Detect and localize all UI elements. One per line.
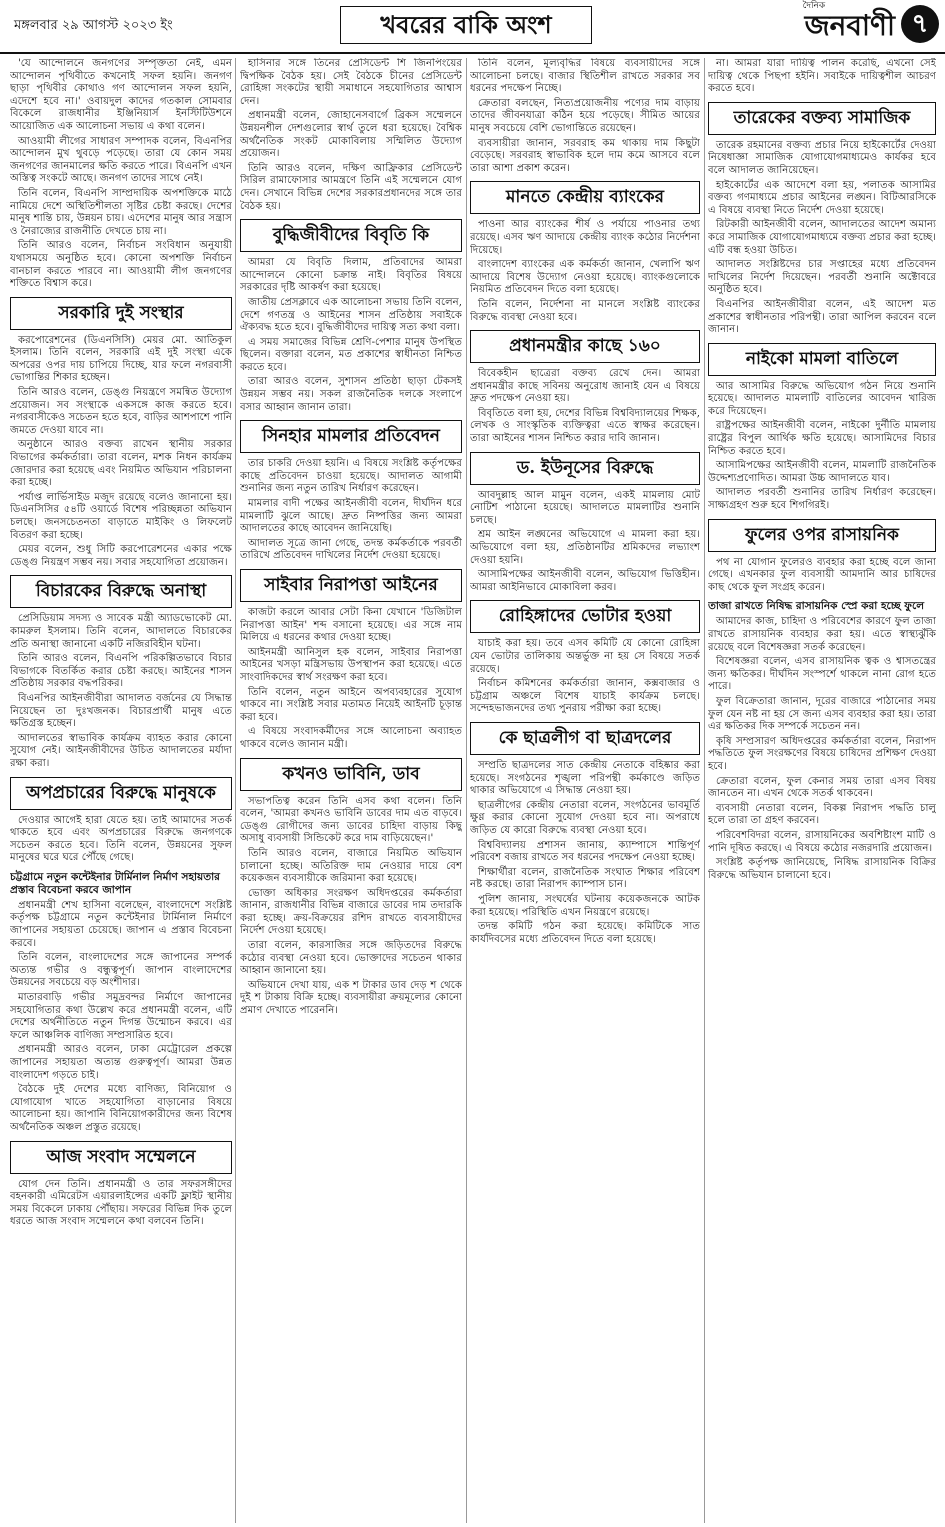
article-headline: ফুলের ওপর রাসায়নিক bbox=[708, 519, 936, 552]
article-paragraph: এ সময় সমাজের বিভিন্ন শ্রেণি-পেশার মানুষ উপস্থিত ছিলেন। বক্তারা বলেন, মত প্রকাশের স্বাধীনতা নিশ্চিত করতে হবে। bbox=[240, 336, 462, 373]
article-headline: তারেকের বক্তব্য সামাজিক bbox=[708, 102, 936, 135]
article bbox=[708, 600, 936, 882]
article-paragraph: ক্রেতারা বলছেন, নিত্যপ্রয়োজনীয় পণ্যের দাম বাড়ায় তাদের জীবনযাত্রা কঠিন হয়ে পড়েছে। সীমিত আয়ের মানুষ সবচেয়ে বেশি ভোগান্তিতে রয়েছেন। bbox=[470, 97, 700, 134]
article-paragraph: বাংলাদেশ ব্যাংকের এক কর্মকর্তা জানান, খেলাপি ঋণ আদায়ে বিশেষ উদ্যোগ নেওয়া হয়েছে। ব্যাংকগুলোকে নিয়মিত প্রতিবেদন দিতে বলা হয়েছে। bbox=[470, 259, 700, 296]
article-paragraph: ব্যবসায়ী নেতারা বলেন, বিকল্প নিরাপদ পদ্ধতি চালু হলে তারা তা গ্রহণ করবেন। bbox=[708, 802, 936, 827]
article-headline: কে ছাত্রলীগ বা ছাত্রদলের bbox=[470, 722, 700, 755]
article-paragraph: বিবৃতিতে বলা হয়, দেশের বিভিন্ন বিশ্ববিদ্যালয়ের শিক্ষক, লেখক ও সাংস্কৃতিক ব্যক্তিত্বরা এতে স্বাক্ষর করেছেন। তারা আইনের শাসন নিশ্চিত করার দাবি জানান। bbox=[470, 407, 700, 445]
column-rule bbox=[704, 58, 705, 1523]
article bbox=[708, 519, 936, 595]
article bbox=[470, 600, 700, 716]
article-paragraph: তিনি আরও বলেন, বিএনপি পরিকল্পিতভাবে বিচার বিভাগকে বিতর্কিত করার চেষ্টা করছে। আইনের শাসন প্রতিষ্ঠায় সরকার বদ্ধপরিকর। bbox=[10, 653, 232, 690]
article bbox=[708, 58, 936, 96]
article bbox=[240, 758, 462, 1018]
article-paragraph: পর্যাপ্ত লার্ভিসাইড মজুদ রয়েছে বলেও জানানো হয়। ডিএনসিসির ৫৪টি ওয়ার্ডে বিশেষ পরিচ্ছন্নতা অভিযান চলছে। জনসচেতনতা বাড়াতে মাইকিং ও লিফলেট বিতরণ করা হচ্ছে। bbox=[10, 491, 232, 541]
article bbox=[470, 722, 700, 946]
section-title: খবরের বাকি অংশ bbox=[340, 6, 592, 44]
article-paragraph: তিনি বলেন, নতুন আইনে অপব্যবহারের সুযোগ থাকবে না। সংশ্লিষ্ট সবার মতামত নিয়েই আইনটি চূড়ান্ত করা হবে। bbox=[240, 686, 462, 723]
article bbox=[240, 219, 462, 414]
article-paragraph: আমরা যে বিবৃতি দিলাম, প্রতিবাদের আমরা আন্দোলনে কোনো চক্রান্ত নাই। বিবৃতির বিষয়ে সরকারের দৃষ্টি আকর্ষণ করা হয়েছে। bbox=[240, 257, 462, 294]
column-rule bbox=[466, 58, 467, 1523]
article bbox=[10, 1141, 232, 1229]
article bbox=[10, 297, 232, 570]
article-paragraph: বিবেকহীন ছাত্রেরা বক্তব্য রেখে দেন। আমরা প্রধানমন্ত্রীর কাছে সবিনয় অনুরোধ জানাই যেন এ বিষয়ে দ্রুত পদক্ষেপ নেওয়া হয়। bbox=[470, 368, 700, 405]
brand-logo bbox=[802, 1, 895, 51]
article-paragraph: ক্রেতারা বলেন, ফুল কেনার সময় তারা এসব বিষয় জানতেন না। এখন থেকে সতর্ক থাকবেন। bbox=[708, 775, 936, 800]
article-headline: রোহিঙ্গাদের ভোটার হওয়া bbox=[470, 600, 700, 633]
article bbox=[708, 102, 936, 337]
article-paragraph: আমাদের কাজ, চাহিদা ও পরিবেশের কারণে ফুল তাজা রাখতে রাসায়নিক ব্যবহার করা হয়। এতে স্বাস্থ্যঝুঁকি রয়েছে বলে বিশেষজ্ঞরা সতর্ক করেছেন। bbox=[708, 616, 936, 653]
article-paragraph: হাইকোর্টের এক আদেশে বলা হয়, পলাতক আসামির বক্তব্য গণমাধ্যমে প্রচার আইনের লঙ্ঘন। বিটিআরসিকে এ বিষয়ে ব্যবস্থা নিতে নির্দেশ দেওয়া হয়েছে। bbox=[708, 179, 936, 216]
article-headline: বিচারকের বিরুদ্ধে অনাস্থা bbox=[10, 575, 232, 608]
page-number: ৭ bbox=[901, 5, 939, 43]
article bbox=[470, 181, 700, 324]
article-headline: মানতে কেন্দ্রীয় ব্যাংকের bbox=[470, 181, 700, 214]
article-headline: ড. ইউনূসের বিরুদ্ধে bbox=[470, 452, 700, 485]
article-paragraph: না। আমরা যারা দায়িত্ব পালন করেছি, এখনো সেই দায়িত্ব থেকে পিছপা হইনি। সবাইকে দায়িত্বশীল আচরণ করতে হবে। bbox=[708, 58, 936, 95]
article-paragraph: তিনি আরও বলেন, নির্বাচন সংবিধান অনুযায়ী যথাসময়ে অনুষ্ঠিত হবে। কোনো অপশক্তি নির্বাচন বানচাল করতে পারবে না। আওয়ামী লীগ জনগণের শক্তিতে বিশ্বাস করে। bbox=[10, 240, 232, 290]
article-headline: প্রধানমন্ত্রীর কাছে ১৬০ bbox=[470, 330, 700, 363]
article bbox=[470, 58, 700, 175]
article-paragraph: তিনি আরও বলেন, ডেঙ্গু নিয়ন্ত্রণে সমন্বিত উদ্যোগ প্রয়োজন। সব সংস্থাকে একসঙ্গে কাজ করতে হবে। নগরবাসীকেও সচেতন হতে হবে, বাড়ির আশপাশে পানি জমতে দেওয়া যাবে না। bbox=[10, 387, 232, 436]
article-paragraph: অনুষ্ঠানে আরও বক্তব্য রাখেন স্থানীয় সরকার বিভাগের কর্মকর্তারা। তারা বলেন, মশক নিধন কার্যক্রম জোরদার করা হয়েছে এবং নিয়মিত অভিযান পরিচালনা করা হচ্ছে। bbox=[10, 439, 232, 489]
article-paragraph: রিটকারী আইনজীবী বলেন, আদালতের আদেশ অমান্য করে সামাজিক যোগাযোগমাধ্যমে বক্তব্য প্রচার করা হচ্ছে। এটি বন্ধ হওয়া উচিত। bbox=[708, 219, 936, 256]
article-headline: সাইবার নিরাপত্তা আইনের bbox=[240, 569, 462, 602]
article-paragraph: 'যে আন্দোলনে জনগণের সম্পৃক্ততা নেই, এমন আন্দোলন পৃথিবীতে কখনোই সফল হয়নি। জনগণ ছাড়া পৃথিবীর কোথাও গণ আন্দোলন সফল হয়নি, এদেশে হবে না।' ওবায়দুল কাদের গতকাল সোমবার বিকেলে রাজধানীর ইঞ্জিনিয়ার্স ইনস্টিটিউশনে আয়োজিত এক আলোচনা সভায় এ কথা বলেন। bbox=[10, 58, 232, 132]
article-subheadline: চট্টগ্রামে নতুন কন্টেইনার টার্মিনাল নির্মাণ সহায়তার প্রস্তাব বিবেচনা করবে জাপান bbox=[10, 870, 220, 896]
article-paragraph: কাজটা করলে আবার সেটা কিনা যেখানে 'ডিজিটাল নিরাপত্তা আইন' শব্দ বসানো হয়েছে। এর সঙ্গে নাম মিলিয়ে এ ধরনের কথার দেওয়া হচ্ছে। bbox=[240, 607, 462, 644]
article-paragraph: আদালত সূত্রে জানা গেছে, তদন্ত কর্মকর্তাকে পরবর্তী তারিখে প্রতিবেদন দাখিলের নির্দেশ দেওয়া হয়েছে। bbox=[240, 537, 462, 562]
article-paragraph: জাতীয় প্রেসক্লাবে এক আলোচনা সভায় তিনি বলেন, দেশে গণতন্ত্র ও আইনের শাসন প্রতিষ্ঠায় সবাইকে ঐক্যবদ্ধ হতে হবে। বুদ্ধিজীবীদের দায়িত্ব সত্য কথা বলা। bbox=[240, 296, 462, 334]
article-paragraph: আওয়ামী লীগের সাধারণ সম্পাদক বলেন, বিএনপির আন্দোলন মুখ থুবড়ে পড়েছে। তারা যে কোন সময় জনগণের জানমালের ক্ষতি করতে পারে। বিএনপি এখন অস্তিত্ব সংকটে আছে। জনগণ তাদের সাথে নেই। bbox=[10, 135, 232, 185]
article-paragraph: তিনি বলেন, বিএনপি সাম্প্রদায়িক অপশক্তিকে মাঠে নামিয়ে দেশে অস্থিতিশীলতা সৃষ্টির চেষ্টা করছে। দেশের মানুষ শান্তি চায়, উন্নয়ন চায়। এদেশের মানুষ আর সন্ত্রাস ও নৈরাজ্যের রাজনীতি দেখতে চায় না। bbox=[10, 187, 232, 237]
article-paragraph: তার চাকরি দেওয়া হয়নি। এ বিষয়ে সংশ্লিষ্ট কর্তৃপক্ষের কাছে প্রতিবেদন চাওয়া হয়েছে। আদালত আগামী শুনানির জন্য নতুন তারিখ নির্ধারণ করেছেন। bbox=[240, 458, 462, 495]
article bbox=[10, 871, 232, 1135]
article-paragraph: আসামিপক্ষের আইনজীবী বলেন, অভিযোগ ভিত্তিহীন। আমরা আইনিভাবে মোকাবিলা করব। bbox=[470, 569, 700, 593]
article-paragraph: আইনমন্ত্রী আনিসুল হক বলেন, সাইবার নিরাপত্তা আইনের খসড়া মন্ত্রিসভায় উপস্থাপন করা হয়েছে। এতে সাংবাদিকদের স্বার্থ সংরক্ষণ করা হবে। bbox=[240, 646, 462, 683]
article-headline: আজ সংবাদ সম্মেলনে bbox=[10, 1141, 232, 1174]
article-paragraph: বিএনপির আইনজীবীরা আদালত বর্জনের যে সিদ্ধান্ত নিয়েছেন তা দুঃখজনক। বিচারপ্রার্থী মানুষ এতে ক্ষতিগ্রস্ত হচ্ছেন। bbox=[10, 692, 232, 730]
article-paragraph: তারা আরও বলেন, সুশাসন প্রতিষ্ঠা ছাড়া টেকসই উন্নয়ন সম্ভব নয়। সকল রাজনৈতিক দলকে সংলাপে বসার আহ্বান জানান তারা। bbox=[240, 376, 462, 413]
article-paragraph: প্রধানমন্ত্রী শেখ হাসিনা বলেছেন, বাংলাদেশে সংশ্লিষ্ট কর্তৃপক্ষ চট্টগ্রামে নতুন কন্টেইনার টার্মিনাল নির্মাণে জাপানের সহায়তা চেয়েছে। জাপান এ প্রস্তাব বিবেচনা করবে। bbox=[10, 899, 232, 949]
article-subheadline: তাজা রাখতে নিষিদ্ধ রাসায়নিক স্প্রে করা হচ্ছে ফুলে bbox=[708, 600, 925, 613]
brand-small: দৈনিক bbox=[802, 1, 826, 11]
article-paragraph: এ বিষয়ে সংবাদকর্মীদের সঙ্গে আলোচনা অব্যাহত থাকবে বলেও জানান মন্ত্রী। bbox=[240, 726, 462, 750]
column-2 bbox=[240, 58, 462, 1523]
article-paragraph: যোগ দেন তিনি। প্রধানমন্ত্রী ও তার সফরসঙ্গীদের বহনকারী এমিরেটস এয়ারলাইন্সের একটি ফ্লাইট স্থানীয় সময় বিকেলে ঢাকায় পৌঁছায়। সফরের বিভিন্ন দিক তুলে ধরতে আজ সংবাদ সম্মেলনে কথা বলবেন তিনি। bbox=[10, 1178, 232, 1228]
article bbox=[10, 777, 232, 865]
article bbox=[470, 330, 700, 446]
article-paragraph: কৃষি সম্প্রসারণ অধিদপ্তরের কর্মকর্তারা বলেন, নিরাপদ পদ্ধতিতে ফুল সংরক্ষণের বিষয়ে চাষিদের প্রশিক্ষণ দেওয়া হবে। bbox=[708, 735, 936, 772]
article-paragraph: তারা বলেন, কারসাজির সঙ্গে জড়িতদের বিরুদ্ধে কঠোর ব্যবস্থা নেওয়া হবে। ভোক্তাদের সচেতন থাকার আহ্বান জানানো হয়। bbox=[240, 940, 462, 977]
article-paragraph: বিশেষজ্ঞরা বলেন, এসব রাসায়নিক ত্বক ও শ্বাসতন্ত্রের জন্য ক্ষতিকর। দীর্ঘদিন সংস্পর্শে থাকলে নানা রোগ হতে পারে। bbox=[708, 656, 936, 693]
article-paragraph: মাতারবাড়ি গভীর সমুদ্রবন্দর নির্মাণে জাপানের সহযোগিতার কথা উল্লেখ করে প্রধানমন্ত্রী বলেন, এটি দেশের অর্থনীতিতে নতুন দিগন্ত উন্মোচন করবে। এর ফলে আঞ্চলিক বাণিজ্য সম্প্রসারিত হবে। bbox=[10, 992, 232, 1041]
column-4 bbox=[708, 58, 936, 1523]
article-paragraph: আদালত সংশ্লিষ্টদের চার সপ্তাহের মধ্যে প্রতিবেদন দাখিলের নির্দেশ দিয়েছেন। পরবর্তী শুনানি অক্টোবরে অনুষ্ঠিত হবে। bbox=[708, 259, 936, 296]
article-paragraph: আর আসামির বিরুদ্ধে অভিযোগ গঠন নিয়ে শুনানি হয়েছে। আদালত মামলাটি বাতিলের আবেদন খারিজ করে দিয়েছেন। bbox=[708, 380, 936, 417]
article-paragraph: পাওনা আর ব্যাংকের শীর্ষ ও পর্যায়ে পাওনার তথ্য রয়েছে। এসব ঋণ আদায়ে কেন্দ্রীয় ব্যাংক কঠোর নির্দেশনা দিয়েছে। bbox=[470, 219, 700, 256]
article-paragraph: আবদুল্লাহ আল মামুন বলেন, একই মামলায় মোট নোটিশ পাঠানো হয়েছে। আদালতে মামলাটির শুনানি চলছে। bbox=[470, 489, 700, 526]
article-paragraph: মেয়র বলেন, শুধু সিটি করপোরেশনের একার পক্ষে ডেঙ্গু নিয়ন্ত্রণ সম্ভব নয়। সবার সহযোগিতা প্রয়োজন। bbox=[10, 544, 232, 568]
article-paragraph: আসামিপক্ষের আইনজীবী বলেন, মামলাটি রাজনৈতিক উদ্দেশ্যপ্রণোদিত। আমরা উচ্চ আদালতে যাব। bbox=[708, 460, 936, 484]
article-paragraph: শিক্ষার্থীরা বলেন, রাজনৈতিক সংঘাত শিক্ষার পরিবেশ নষ্ট করছে। তারা নিরাপদ ক্যাম্পাস চান। bbox=[470, 866, 700, 891]
article bbox=[240, 420, 462, 563]
article-paragraph: প্রধানমন্ত্রী আরও বলেন, ঢাকা মেট্রোরেল প্রকল্পে জাপানের সহায়তা অত্যন্ত গুরুত্বপূর্ণ। আমরা উন্নত বাংলাদেশ গড়তে চাই। bbox=[10, 1044, 232, 1081]
column-3 bbox=[470, 58, 700, 1523]
article-paragraph: তিনি আরও বলেন, দক্ষিণ আফ্রিকার প্রেসিডেন্ট সিরিল রামাফোসার আমন্ত্রণে তিনি এই সম্মেলনে যোগ দেন। সেখানে বিভিন্ন দেশের সরকারপ্রধানদের সঙ্গে তার বৈঠক হয়। bbox=[240, 162, 462, 212]
article-headline: কখনও ভাবিনি, ডাব bbox=[240, 758, 462, 791]
brand-name: জনবাণী bbox=[804, 9, 895, 42]
article-headline: সরকারি দুই সংস্থার bbox=[10, 297, 232, 330]
article bbox=[240, 58, 462, 213]
column-rule bbox=[235, 58, 236, 1523]
article bbox=[10, 58, 232, 291]
article-paragraph: পরিবেশবিদরা বলেন, রাসায়নিকের অবশিষ্টাংশ মাটি ও পানি দূষিত করছে। এ বিষয়ে কঠোর নজরদারি প্রয়োজন। bbox=[708, 829, 936, 854]
article-headline: বুদ্ধিজীবীদের বিবৃতি কি bbox=[240, 219, 462, 252]
article-paragraph: ভোক্তা অধিকার সংরক্ষণ অধিদপ্তরের কর্মকর্তারা জানান, রাজধানীর বিভিন্ন বাজারে ডাবের দাম তদারকি করা হচ্ছে। ক্রয়-বিক্রয়ের রশিদ রাখতে ব্যবসায়ীদের নির্দেশ দেওয়া হয়েছে। bbox=[240, 887, 462, 937]
article-paragraph: দেওয়ার আগেই হারা যেতে হয়। তাই আমাদের সতর্ক থাকতে হবে এবং অপপ্রচারের বিরুদ্ধে জনগণকে সচেতন করতে হবে। তিনি বলেন, উন্নয়নের সুফল মানুষের ঘরে ঘরে পৌঁছে গেছে। bbox=[10, 814, 232, 864]
article-paragraph: বিএনপির আইনজীবীরা বলেন, এই আদেশ মত প্রকাশের স্বাধীনতার পরিপন্থী। তারা আপিল করবেন বলে জানান। bbox=[708, 298, 936, 336]
article-paragraph: নির্বাচন কমিশনের কর্মকর্তারা জানান, কক্সবাজার ও চট্টগ্রাম অঞ্চলে বিশেষ যাচাই কার্যক্রম চলছে। সন্দেহভাজনদের তথ্য পুনরায় পরীক্ষা করা হচ্ছে। bbox=[470, 678, 700, 715]
article-paragraph: তিনি বলেন, মূল্যবৃদ্ধির বিষয়ে ব্যবসায়ীদের সঙ্গে আলোচনা চলছে। বাজার স্থিতিশীল রাখতে সরকার সব ধরনের পদক্ষেপ নিচ্ছে। bbox=[470, 58, 700, 95]
article-paragraph: ব্যবসায়ীরা জানান, সরবরাহ কম থাকায় দাম কিছুটা বেড়েছে। সরবরাহ স্বাভাবিক হলে দাম কমে আসবে বলে তারা আশা প্রকাশ করেন। bbox=[470, 137, 700, 174]
article-paragraph: হাসিনার সঙ্গে তিনের প্রেসিডেন্ট শি জিনপিংয়ের দ্বিপক্ষিক বৈঠক হয়। সেই বৈঠকে চীনের প্রেসিডেন্ট রোহিঙ্গা সংকটের স্থায়ী সমাধানে সহযোগিতার আশ্বাস দেন। bbox=[240, 58, 462, 107]
article-headline: অপপ্রচারের বিরুদ্ধে মানুষকে bbox=[10, 777, 232, 810]
article-paragraph: বৈঠকে দুই দেশের মধ্যে বাণিজ্য, বিনিয়োগ ও যোগাযোগ খাতে সহযোগিতা বাড়ানোর বিষয়ে আলোচনা হয়। জাপানি বিনিয়োগকারীদের জন্য বিশেষ অর্থনৈতিক অঞ্চল প্রস্তুত রয়েছে। bbox=[10, 1084, 232, 1133]
article-paragraph: তদন্ত কমিটি গঠন করা হয়েছে। কমিটিকে সাত কার্যদিবসের মধ্যে প্রতিবেদন দিতে বলা হয়েছে। bbox=[470, 921, 700, 945]
article-paragraph: বিশ্ববিদ্যালয় প্রশাসন জানায়, ক্যাম্পাসে শান্তিপূর্ণ পরিবেশ বজায় রাখতে সব ধরনের পদক্ষেপ নেওয়া হচ্ছে। bbox=[470, 839, 700, 864]
article-paragraph: পথ না যোগান ফুলেরও ব্যবহার করা হচ্ছে বলে জানা গেছে। এখনকার ফুল ব্যবসায়ী আমদানি আর চাষিদের কাছ থেকে ফুল সংগ্রহ করেন। bbox=[708, 556, 936, 593]
article-paragraph: তারেক রহমানের বক্তব্য প্রচার নিয়ে হাইকোর্টের দেওয়া নিষেধাজ্ঞা সামাজিক যোগাযোগমাধ্যমেও কার্যকর হবে বলে আদালত জানিয়েছেন। bbox=[708, 139, 936, 176]
article-paragraph: রাষ্ট্রপক্ষের আইনজীবী বলেন, নাইকো দুর্নীতি মামলায় রাষ্ট্রের বিপুল আর্থিক ক্ষতি হয়েছে। আসামিদের বিচার নিশ্চিত করতে হবে। bbox=[708, 420, 936, 457]
article-paragraph: সংশ্লিষ্ট কর্তৃপক্ষ জানিয়েছে, নিষিদ্ধ রাসায়নিক বিক্রির বিরুদ্ধে অভিযান চালানো হবে। bbox=[708, 857, 936, 881]
column-1 bbox=[10, 58, 232, 1523]
article bbox=[470, 452, 700, 595]
article-paragraph: আদালতের স্বাভাবিক কার্যক্রম ব্যাহত করার কোনো সুযোগ নেই। আইনজীবীদের উচিত আদালতের মর্যাদা রক্ষা করা। bbox=[10, 732, 232, 769]
article-paragraph: করপোরেশনের (ডিএনসিসি) মেয়র মো. আতিকুল ইসলাম। তিনি বলেন, সরকারি এই দুই সংস্থা একে অপরের ওপর দায় চাপিয়ে দিচ্ছে, যার ফলে নগরবাসী ভোগান্তির শিকার হচ্ছেন। bbox=[10, 334, 232, 384]
article-paragraph: তিনি বলেন, নির্দেশনা না মানলে সংশ্লিষ্ট ব্যাংকের বিরুদ্ধে ব্যবস্থা নেওয়া হবে। bbox=[470, 298, 700, 323]
article-paragraph: মামলার বাদী পক্ষের আইনজীবী বলেন, দীর্ঘদিন ধরে মামলাটি ঝুলে আছে। দ্রুত নিষ্পত্তির জন্য আমরা আদালতের কাছে আবেদন জানিয়েছি। bbox=[240, 498, 462, 535]
article-paragraph: যাচাই করা হয়। তবে এসব কমিটি যে কোনো রোহিঙ্গা যেন ভোটার তালিকায় অন্তর্ভুক্ত না হয় সে বিষয়ে সতর্ক রয়েছে। bbox=[470, 638, 700, 675]
article-paragraph: আদালত পরবর্তী শুনানির তারিখ নির্ধারণ করেছেন। সাক্ষ্যগ্রহণ শুরু হবে শিগগিরই। bbox=[708, 487, 936, 512]
article-paragraph: শ্রম আইন লঙ্ঘনের অভিযোগে এ মামলা করা হয়। অভিযোগে বলা হয়, প্রতিষ্ঠানটির শ্রমিকদের লভ্যাংশ দেওয়া হয়নি। bbox=[470, 529, 700, 566]
article-paragraph: তিনি বলেন, বাংলাদেশের সঙ্গে জাপানের সম্পর্ক অত্যন্ত গভীর ও বন্ধুত্বপূর্ণ। জাপান বাংলাদেশের উন্নয়নের সবচেয়ে বড় অংশীদার। bbox=[10, 952, 232, 989]
article bbox=[708, 343, 936, 513]
article-headline: সিনহার মামলার প্রতিবেদন bbox=[240, 420, 462, 453]
article-paragraph: ফুল বিক্রেতারা জানান, দূরের বাজারে পাঠানোর সময় ফুল যেন নষ্ট না হয় সে জন্য এসব ব্যবহার করা হয়। তারা এর ক্ষতিকর দিক সম্পর্কে সচেতন নন। bbox=[708, 695, 936, 733]
masthead bbox=[0, 0, 945, 54]
article-paragraph: অভিযানে দেখা যায়, এক শ টাকার ডাব দেড় শ থেকে দুই শ টাকায় বিক্রি হচ্ছে। ব্যবসায়ীরা ক্রয়মূল্যের কোনো প্রমাণ দেখাতে পারেননি। bbox=[240, 979, 462, 1017]
article-paragraph: প্রেসিডিয়াম সদস্য ও সাবেক মন্ত্রী অ্যাডভোকেট মো. কামরুল ইসলাম। তিনি বলেন, আদালতে বিচারকের প্রতি অনাস্থা জানানো একটি নজিরবিহীন ঘটনা। bbox=[10, 613, 232, 650]
article-paragraph: সম্প্রতি ছাত্রদলের সাত কেন্দ্রীয় নেতাকে বহিষ্কার করা হয়েছে। সংগঠনের শৃঙ্খলা পরিপন্থী কর্মকাণ্ডে জড়িত থাকার অভিযোগে এ সিদ্ধান্ত নেওয়া হয়। bbox=[470, 759, 700, 797]
article bbox=[240, 569, 462, 752]
article-paragraph: সভাপতিত্ব করেন তিনি এসব কথা বলেন। তিনি বলেন, 'আমরা কখনও ভাবিনি ডাবের দাম এত বাড়বে। ডেঙ্গু রোগীদের জন্য ডাবের চাহিদা বাড়ায় কিছু অসাধু ব্যবসায়ী সিন্ডিকেট করে দাম বাড়িয়েছেন।' bbox=[240, 795, 462, 845]
article-paragraph: তিনি আরও বলেন, বাজারে নিয়মিত অভিযান চালানো হচ্ছে। অতিরিক্ত দাম নেওয়ার দায়ে বেশ কয়েকজন ব্যবসায়ীকে জরিমানা করা হয়েছে। bbox=[240, 847, 462, 885]
article bbox=[10, 575, 232, 770]
article-paragraph: পুলিশ জানায়, সংঘর্ষের ঘটনায় কয়েকজনকে আটক করা হয়েছে। পরিস্থিতি এখন নিয়ন্ত্রণে রয়েছে। bbox=[470, 893, 700, 918]
issue-date: মঙ্গলবার ২৯ আগস্ট ২০২৩ ইং bbox=[14, 18, 173, 33]
article-paragraph: ছাত্রলীগের কেন্দ্রীয় নেতারা বলেন, সংগঠনের ভাবমূর্তি ক্ষুণ্ণ করার কোনো সুযোগ দেওয়া হবে না। অপরাধে জড়িত যে কারো বিরুদ্ধে ব্যবস্থা নেওয়া হবে। bbox=[470, 799, 700, 836]
article-headline: নাইকো মামলা বাতিলে bbox=[708, 343, 936, 376]
article-paragraph: প্রধানমন্ত্রী বলেন, জোহানেসবার্গে ব্রিকস সম্মেলনে উন্নয়নশীল দেশগুলোর স্বার্থ তুলে ধরা হয়েছে। বৈশ্বিক অর্থনৈতিক সংকট মোকাবিলায় সম্মিলিত উদ্যোগ প্রয়োজন। bbox=[240, 110, 462, 160]
